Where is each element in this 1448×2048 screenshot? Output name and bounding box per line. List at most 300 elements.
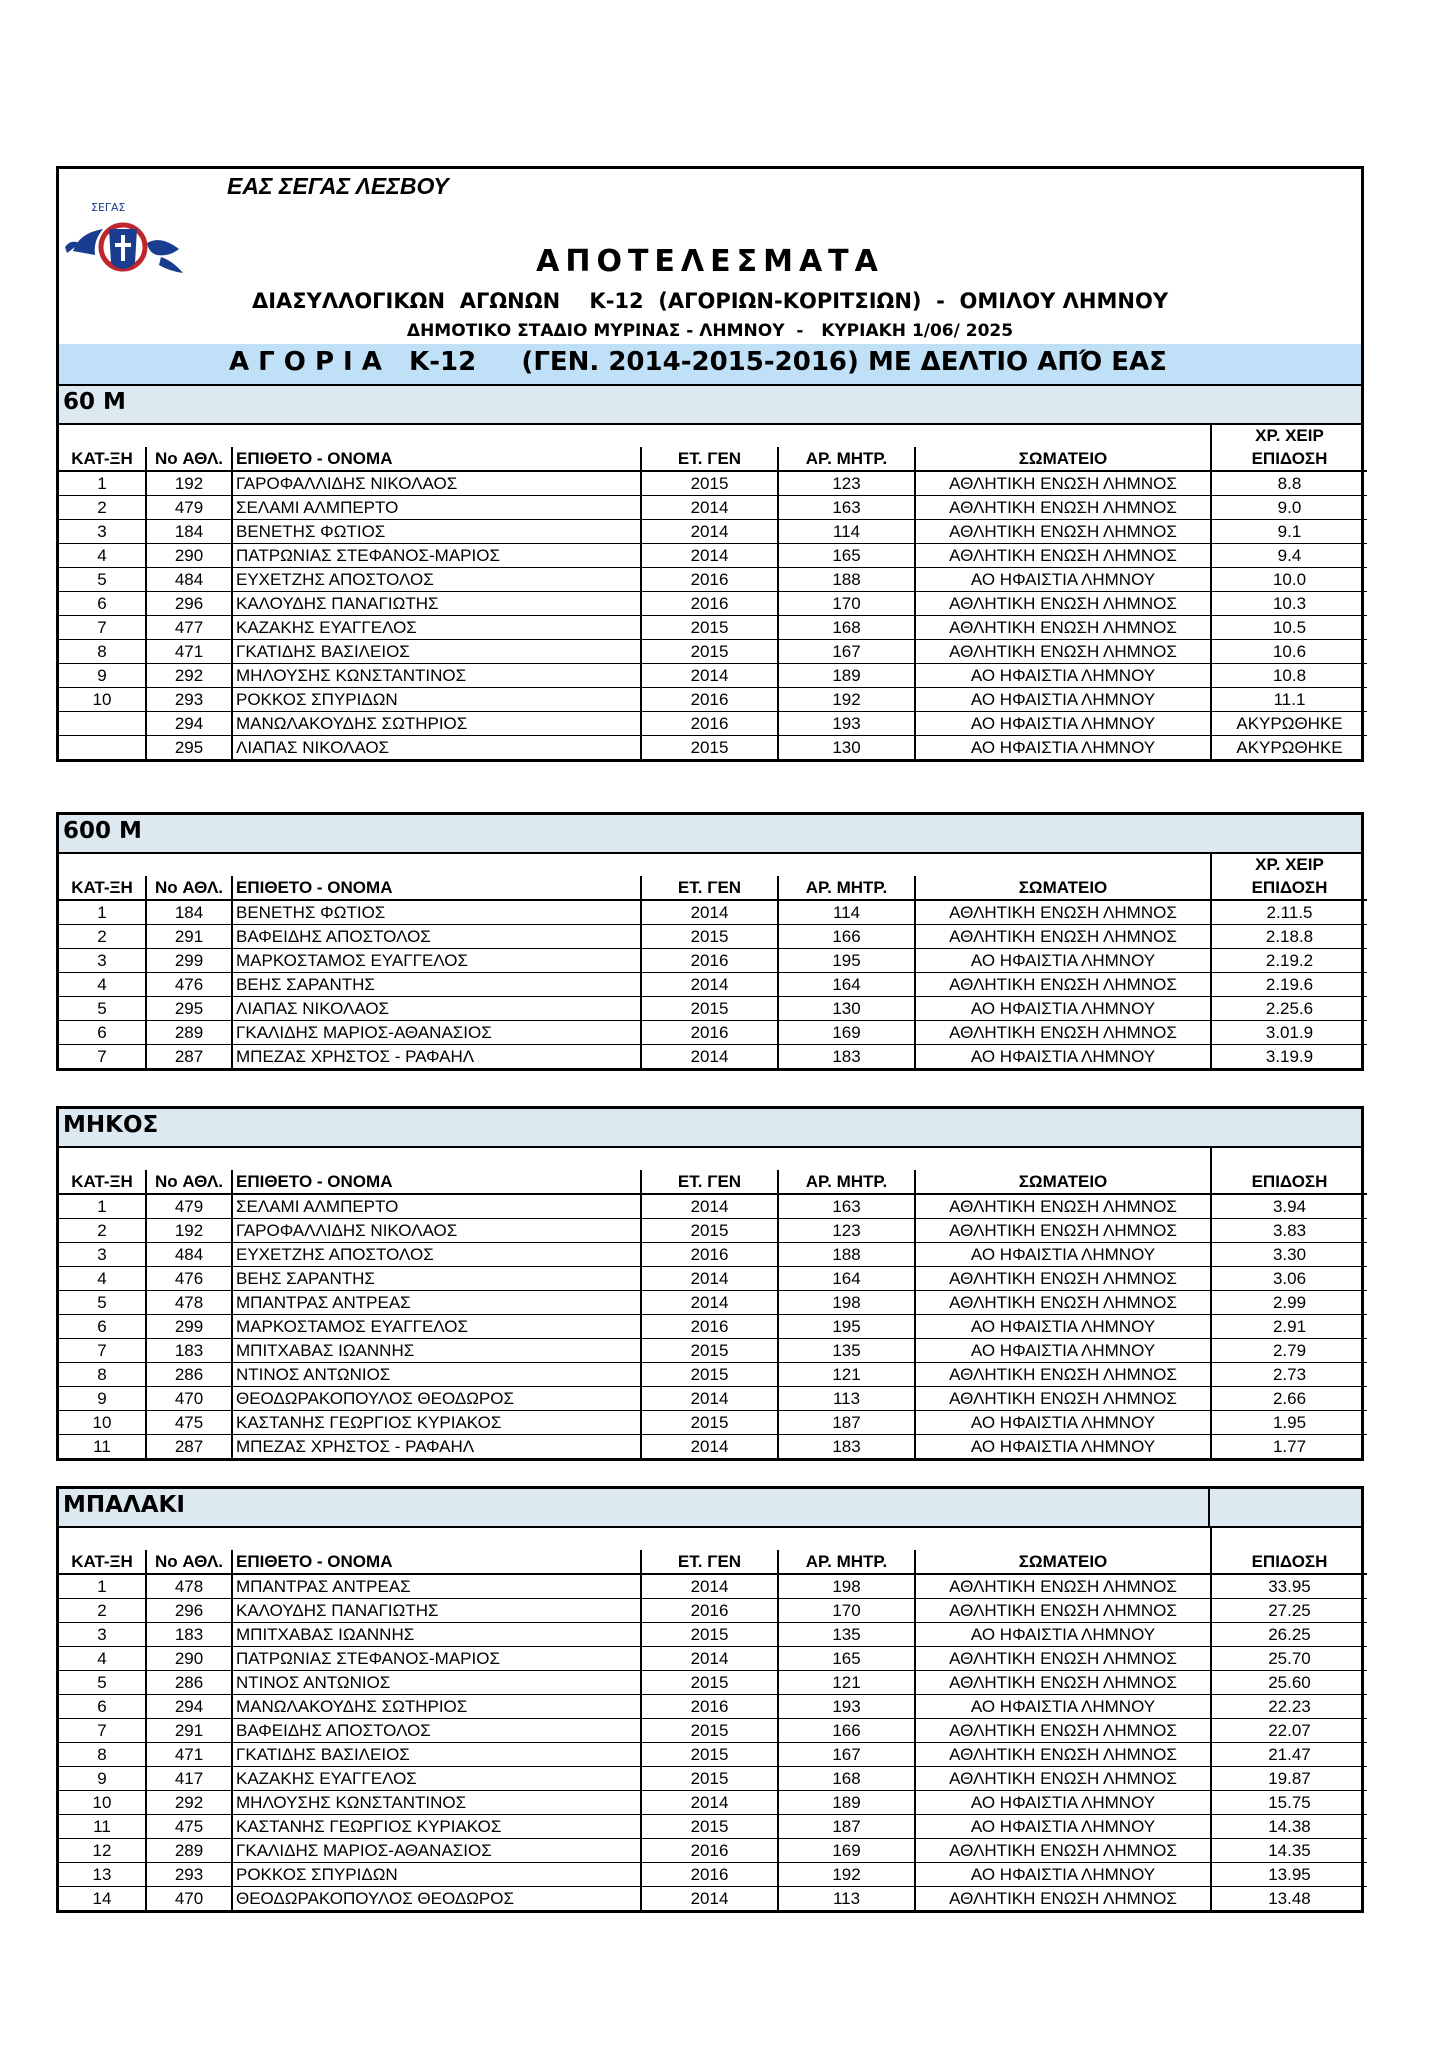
cell-bib: 476 (146, 1267, 232, 1291)
cell-reg: 169 (778, 1839, 915, 1863)
cell-bib: 417 (146, 1767, 232, 1791)
column-header-reg: ΑΡ. ΜΗΤΡ. (778, 447, 915, 471)
results-table (59, 1528, 1367, 1910)
cell-club: ΑΘΛΗΤΙΚΗ ΕΝΩΣΗ ΛΗΜΝΟΣ (915, 544, 1211, 568)
cell-result: 13.48 (1211, 1887, 1367, 1911)
cell-bib: 477 (146, 616, 232, 640)
cell-reg: 167 (778, 1743, 915, 1767)
cell-bib: 293 (146, 688, 232, 712)
cell-club: ΑΘΛΗΤΙΚΗ ΕΝΩΣΗ ΛΗΜΝΟΣ (915, 1387, 1211, 1411)
column-divider (1208, 1489, 1210, 1526)
column-header-year: ΕΤ. ΓΕΝ (641, 1550, 778, 1574)
column-header-row (59, 876, 1367, 900)
cell-rank: 9 (59, 664, 146, 688)
cell-reg: 166 (778, 1719, 915, 1743)
table-row (59, 997, 1367, 1021)
cell-club: ΑΘΛΗΤΙΚΗ ΕΝΩΣΗ ΛΗΜΝΟΣ (915, 1194, 1211, 1219)
cell-club: ΑΘΛΗΤΙΚΗ ΕΝΩΣΗ ΛΗΜΝΟΣ (915, 1887, 1211, 1911)
event-name: ΜΠΑΛΑΚΙ (63, 1492, 185, 1518)
column-header-bib: No ΑΘΛ. (146, 447, 232, 471)
cell-result: 2.18.8 (1211, 925, 1367, 949)
cell-name: ΜΗΛΟΥΣΗΣ ΚΩΝΣΤΑΝΤΙΝΟΣ (232, 664, 641, 688)
cell-year: 2014 (641, 1387, 778, 1411)
cell-club: ΑΟ ΗΦΑΙΣΤΙΑ ΛΗΜΝΟΥ (915, 1411, 1211, 1435)
table-row (59, 1291, 1367, 1315)
cell-reg: 192 (778, 688, 915, 712)
cell-reg: 168 (778, 616, 915, 640)
cell-result: 3.83 (1211, 1219, 1367, 1243)
cell-name: ΒΑΦΕΙΔΗΣ ΑΠΟΣΤΟΛΟΣ (232, 925, 641, 949)
cell-reg: 164 (778, 973, 915, 997)
cell-year: 2016 (641, 949, 778, 973)
cell-rank: 7 (59, 616, 146, 640)
column-header-bib: No ΑΘΛ. (146, 1170, 232, 1194)
cell-club: ΑΘΛΗΤΙΚΗ ΕΝΩΣΗ ΛΗΜΝΟΣ (915, 520, 1211, 544)
table-row (59, 471, 1367, 496)
table-row (59, 712, 1367, 736)
cell-result: 27.25 (1211, 1599, 1367, 1623)
cell-rank: 4 (59, 1647, 146, 1671)
table-row (59, 664, 1367, 688)
cell-result: 2.73 (1211, 1363, 1367, 1387)
cell-bib: 286 (146, 1671, 232, 1695)
cell-name: ΝΤΙΝΟΣ ΑΝΤΩΝΙΟΣ (232, 1363, 641, 1387)
table-row (59, 544, 1367, 568)
cell-result: 3.01.9 (1211, 1021, 1367, 1045)
cell-year: 2015 (641, 1815, 778, 1839)
cell-club: ΑΘΛΗΤΙΚΗ ΕΝΩΣΗ ΛΗΜΝΟΣ (915, 1839, 1211, 1863)
column-header-club: ΣΩΜΑΤΕΙΟ (915, 1170, 1211, 1194)
cell-name: ΜΑΡΚΟΣΤΑΜΟΣ ΕΥΑΓΓΕΛΟΣ (232, 1315, 641, 1339)
table-row (59, 925, 1367, 949)
table-row (59, 1815, 1367, 1839)
cell-club: ΑΟ ΗΦΑΙΣΤΙΑ ΛΗΜΝΟΥ (915, 1045, 1211, 1069)
cell-year: 2016 (641, 1863, 778, 1887)
cell-rank: 8 (59, 1743, 146, 1767)
cell-year: 2014 (641, 1791, 778, 1815)
cell-rank: 8 (59, 640, 146, 664)
cell-rank: 6 (59, 1315, 146, 1339)
cell-name: ΡΟΚΚΟΣ ΣΠΥΡΙΔΩΝ (232, 688, 641, 712)
cell-club: ΑΘΛΗΤΙΚΗ ΕΝΩΣΗ ΛΗΜΝΟΣ (915, 1719, 1211, 1743)
cell-rank: 9 (59, 1387, 146, 1411)
cell-rank: 3 (59, 1623, 146, 1647)
column-header-result: ΕΠΙΔΟΣΗ (1211, 447, 1367, 471)
cell-result: 3.94 (1211, 1194, 1367, 1219)
pre-header-row (59, 854, 1367, 876)
cell-reg: 192 (778, 1863, 915, 1887)
cell-bib: 471 (146, 1743, 232, 1767)
cell-name: ΓΑΡΟΦΑΛΛΙΔΗΣ ΝΙΚΟΛΑΟΣ (232, 1219, 641, 1243)
cell-reg: 121 (778, 1671, 915, 1695)
table-row (59, 1339, 1367, 1363)
cell-result: 3.30 (1211, 1243, 1367, 1267)
cell-reg: 193 (778, 1695, 915, 1719)
cell-club: ΑΟ ΗΦΑΙΣΤΙΑ ΛΗΜΝΟΥ (915, 1791, 1211, 1815)
table-row (59, 1435, 1367, 1459)
cell-reg: 170 (778, 1599, 915, 1623)
cell-rank: 14 (92, 1888, 112, 1908)
cell-club: ΑΘΛΗΤΙΚΗ ΕΝΩΣΗ ΛΗΜΝΟΣ (915, 1574, 1211, 1599)
cell-year: 2016 (641, 1315, 778, 1339)
cell-result: 10.6 (1211, 640, 1367, 664)
cell-bib: 299 (146, 1315, 232, 1339)
cell-rank: 5 (59, 568, 146, 592)
cell-club: ΑΟ ΗΦΑΙΣΤΙΑ ΛΗΜΝΟΥ (915, 1815, 1211, 1839)
cell-year: 2014 (641, 1574, 778, 1599)
cell-reg: 114 (778, 520, 915, 544)
cell-name: ΘΕΟΔΩΡΑΚΟΠΟΥΛΟΣ ΘΕΟΔΩΡΟΣ (232, 1887, 641, 1911)
cell-rank: 2 (59, 1219, 146, 1243)
cell-club: ΑΟ ΗΦΑΙΣΤΙΑ ΛΗΜΝΟΥ (915, 664, 1211, 688)
cell-bib: 470 (146, 1387, 232, 1411)
cell-rank: 1 (59, 900, 146, 925)
column-header-bib: No ΑΘΛ. (146, 876, 232, 900)
cell-name: ΚΑΛΟΥΔΗΣ ΠΑΝΑΓΙΩΤΗΣ (232, 1599, 641, 1623)
cell-bib: 295 (146, 736, 232, 760)
cell-reg: 163 (778, 1194, 915, 1219)
cell-year: 2014 (641, 520, 778, 544)
cell-year: 2016 (641, 712, 778, 736)
cell-rank: 11 (93, 1436, 111, 1456)
cell-club: ΑΟ ΗΦΑΙΣΤΙΑ ΛΗΜΝΟΥ (915, 1435, 1211, 1459)
cell-year: 2014 (641, 1194, 778, 1219)
organization-name: ΕΑΣ ΣΕΓΑΣ ΛΕΣΒΟΥ (227, 173, 449, 199)
cell-club: ΑΟ ΗΦΑΙΣΤΙΑ ΛΗΜΝΟΥ (915, 1315, 1211, 1339)
cell-year: 2016 (641, 1839, 778, 1863)
table-row (59, 1647, 1367, 1671)
cell-result: 9.1 (1211, 520, 1367, 544)
cell-rank: 2 (59, 496, 146, 520)
cell-reg: 187 (778, 1815, 915, 1839)
event-title-band (59, 1489, 1361, 1528)
cell-club: ΑΘΛΗΤΙΚΗ ΕΝΩΣΗ ΛΗΜΝΟΣ (915, 925, 1211, 949)
cell-name: ΛΙΑΠΑΣ ΝΙΚΟΛΑΟΣ (232, 736, 641, 760)
cell-club: ΑΘΛΗΤΙΚΗ ΕΝΩΣΗ ΛΗΜΝΟΣ (915, 1291, 1211, 1315)
cell-bib: 295 (146, 997, 232, 1021)
cell-reg: 135 (778, 1339, 915, 1363)
column-header-result: ΕΠΙΔΟΣΗ (1211, 1550, 1367, 1574)
cell-result: 10.8 (1211, 664, 1367, 688)
cell-result: 2.19.2 (1211, 949, 1367, 973)
cell-bib: 478 (146, 1291, 232, 1315)
category-title: Α Γ Ο Ρ Ι Α Κ-12 (ΓΕΝ. 2014-2015-2016) ΜΕ ΔΕΛΤΙΟ ΑΠΌ ΕΑΣ (229, 347, 1167, 377)
cell-rank: 1 (59, 471, 146, 496)
cell-year: 2015 (641, 736, 778, 760)
cell-reg: 166 (778, 925, 915, 949)
cell-bib: 475 (146, 1815, 232, 1839)
cell-bib: 470 (146, 1887, 232, 1911)
table-row (59, 949, 1367, 973)
event-title-band (59, 1109, 1361, 1148)
cell-reg: 123 (778, 1219, 915, 1243)
results-table (59, 1148, 1367, 1458)
cell-club: ΑΟ ΗΦΑΙΣΤΙΑ ΛΗΜΝΟΥ (915, 1243, 1211, 1267)
cell-name: ΜΑΡΚΟΣΤΑΜΟΣ ΕΥΑΓΓΕΛΟΣ (232, 949, 641, 973)
cell-bib: 287 (146, 1045, 232, 1069)
cell-name: ΓΚΑΛΙΔΗΣ ΜΑΡΙΟΣ-ΑΘΑΝΑΣΙΟΣ (232, 1839, 641, 1863)
cell-result: 11.1 (1211, 688, 1367, 712)
table-row (59, 1695, 1367, 1719)
cell-bib: 471 (146, 640, 232, 664)
cell-name: ΓΚΑΤΙΔΗΣ ΒΑΣΙΛΕΙΟΣ (232, 640, 641, 664)
cell-name: ΜΠΑΝΤΡΑΣ ΑΝΤΡΕΑΣ (232, 1291, 641, 1315)
cell-rank: 7 (59, 1719, 146, 1743)
cell-rank: 12 (59, 1839, 146, 1863)
table-row (59, 520, 1367, 544)
cell-year: 2015 (641, 1767, 778, 1791)
table-row (59, 688, 1367, 712)
cell-rank: 7 (97, 1046, 107, 1066)
cell-year: 2015 (641, 1363, 778, 1387)
cell-bib: 479 (146, 1194, 232, 1219)
cell-result: 21.47 (1211, 1743, 1367, 1767)
cell-rank: 8 (59, 1363, 146, 1387)
cell-rank: 6 (59, 1695, 146, 1719)
event-name: ΜΗΚΟΣ (63, 1112, 159, 1138)
cell-reg: 165 (778, 1647, 915, 1671)
cell-year: 2014 (641, 496, 778, 520)
table-row (59, 736, 1367, 760)
column-header-club: ΣΩΜΑΤΕΙΟ (915, 447, 1211, 471)
column-header-club: ΣΩΜΑΤΕΙΟ (915, 1550, 1211, 1574)
cell-name: ΛΙΑΠΑΣ ΝΙΚΟΛΑΟΣ (232, 997, 641, 1021)
table-row (59, 1623, 1367, 1647)
cell-year: 2014 (641, 1887, 778, 1911)
table-row (59, 640, 1367, 664)
cell-year: 2016 (641, 1599, 778, 1623)
cell-reg: 188 (778, 1243, 915, 1267)
cell-year: 2015 (641, 1743, 778, 1767)
event-section (56, 1106, 1364, 1461)
cell-bib: 289 (146, 1839, 232, 1863)
table-row (59, 1767, 1367, 1791)
cell-bib: 287 (146, 1435, 232, 1459)
column-header-year: ΕΤ. ΓΕΝ (641, 1170, 778, 1194)
table-row (59, 1411, 1367, 1435)
table-row (59, 1021, 1367, 1045)
event-section (56, 812, 1364, 1071)
cell-name: ΜΑΝΩΛΑΚΟΥΔΗΣ ΣΩΤΗΡΙΟΣ (232, 712, 641, 736)
table-row (59, 616, 1367, 640)
cell-rank: 5 (59, 1671, 146, 1695)
cell-name: ΝΤΙΝΟΣ ΑΝΤΩΝΙΟΣ (232, 1671, 641, 1695)
table-row (59, 1839, 1367, 1863)
cell-rank (59, 736, 146, 760)
cell-result: 1.77 (1211, 1435, 1367, 1459)
cell-rank: 6 (59, 1021, 146, 1045)
cell-club: ΑΘΛΗΤΙΚΗ ΕΝΩΣΗ ΛΗΜΝΟΣ (915, 1647, 1211, 1671)
cell-rank: 3 (59, 1243, 146, 1267)
hand-timing-label: ΧΡ. ΧΕΙΡ (1211, 425, 1367, 447)
cell-reg: 113 (778, 1887, 915, 1911)
cell-name: ΚΑΣΤΑΝΗΣ ΓΕΩΡΓΙΟΣ ΚΥΡΙΑΚΟΣ (232, 1815, 641, 1839)
cell-club: ΑΘΛΗΤΙΚΗ ΕΝΩΣΗ ΛΗΜΝΟΣ (915, 1267, 1211, 1291)
column-header-reg: ΑΡ. ΜΗΤΡ. (778, 876, 915, 900)
cell-result: 25.70 (1211, 1647, 1367, 1671)
cell-club: ΑΘΛΗΤΙΚΗ ΕΝΩΣΗ ΛΗΜΝΟΣ (915, 1219, 1211, 1243)
cell-bib: 475 (146, 1411, 232, 1435)
cell-club: ΑΘΛΗΤΙΚΗ ΕΝΩΣΗ ΛΗΜΝΟΣ (915, 1767, 1211, 1791)
cell-rank: 10 (59, 1791, 146, 1815)
cell-bib: 296 (146, 1599, 232, 1623)
cell-rank: 13 (59, 1863, 146, 1887)
cell-result: 15.75 (1211, 1791, 1367, 1815)
cell-bib: 293 (146, 1863, 232, 1887)
table-row (59, 568, 1367, 592)
cell-result: 2.91 (1211, 1315, 1367, 1339)
cell-reg: 198 (778, 1574, 915, 1599)
cell-name: ΒΕΗΣ ΣΑΡΑΝΤΗΣ (232, 973, 641, 997)
cell-club: ΑΘΛΗΤΙΚΗ ΕΝΩΣΗ ΛΗΜΝΟΣ (915, 900, 1211, 925)
column-header-name: ΕΠΙΘΕΤΟ - ΟΝΟΜΑ (232, 1550, 641, 1574)
hand-timing-label: ΧΡ. ΧΕΙΡ (1211, 854, 1367, 876)
cell-rank: 11 (59, 1815, 146, 1839)
cell-result: ΑΚΥΡΩΘΗΚΕ (1211, 736, 1367, 760)
cell-year: 2015 (641, 640, 778, 664)
cell-bib: 290 (146, 1647, 232, 1671)
column-header-rank: ΚΑΤ-ΞΗ (59, 447, 146, 471)
cell-year: 2015 (641, 1219, 778, 1243)
cell-reg: 195 (778, 1315, 915, 1339)
pre-header-row (59, 1528, 1367, 1550)
cell-rank (59, 712, 146, 736)
cell-result: 9.0 (1211, 496, 1367, 520)
cell-club: ΑΟ ΗΦΑΙΣΤΙΑ ΛΗΜΝΟΥ (915, 1863, 1211, 1887)
table-row (59, 1194, 1367, 1219)
cell-reg: 170 (778, 592, 915, 616)
column-header-rank: ΚΑΤ-ΞΗ (59, 1170, 146, 1194)
cell-year: 2015 (641, 1411, 778, 1435)
cell-result: 8.8 (1211, 471, 1367, 496)
cell-year: 2014 (641, 544, 778, 568)
cell-rank: 1 (59, 1574, 146, 1599)
column-header-row (59, 1550, 1367, 1574)
cell-year: 2015 (641, 616, 778, 640)
cell-year: 2016 (641, 688, 778, 712)
cell-reg: 123 (778, 471, 915, 496)
table-row (59, 592, 1367, 616)
cell-bib: 183 (146, 1339, 232, 1363)
cell-result: 10.5 (1211, 616, 1367, 640)
cell-club: ΑΟ ΗΦΑΙΣΤΙΑ ΛΗΜΝΟΥ (915, 1623, 1211, 1647)
cell-rank: 5 (59, 1291, 146, 1315)
cell-reg: 163 (778, 496, 915, 520)
cell-year: 2015 (641, 925, 778, 949)
cell-name: ΚΑΖΑΚΗΣ ΕΥΑΓΓΕΛΟΣ (232, 1767, 641, 1791)
document-title: ΑΠΟΤΕΛΕΣΜΑΤΑ (536, 244, 884, 279)
table-row (59, 1045, 1367, 1069)
cell-reg: 130 (778, 736, 915, 760)
table-row (59, 1315, 1367, 1339)
cell-bib: 290 (146, 544, 232, 568)
cell-rank: 2 (59, 925, 146, 949)
cell-bib: 192 (146, 471, 232, 496)
cell-year: 2016 (641, 568, 778, 592)
cell-result: 2.19.6 (1211, 973, 1367, 997)
cell-name: ΣΕΛΑΜΙ ΑΛΜΠΕΡΤΟ (232, 1194, 641, 1219)
cell-year: 2015 (641, 997, 778, 1021)
cell-year: 2014 (641, 1435, 778, 1459)
results-table (59, 854, 1367, 1068)
table-row (59, 973, 1367, 997)
cell-bib: 476 (146, 973, 232, 997)
cell-result: 3.19.9 (1211, 1045, 1367, 1069)
cell-result: 9.4 (1211, 544, 1367, 568)
cell-reg: 195 (778, 949, 915, 973)
cell-bib: 184 (146, 900, 232, 925)
cell-name: ΜΠΙΤΧΑΒΑΣ ΙΩΑΝΝΗΣ (232, 1339, 641, 1363)
cell-year: 2015 (641, 1719, 778, 1743)
column-header-reg: ΑΡ. ΜΗΤΡ. (778, 1170, 915, 1194)
cell-result: 13.95 (1211, 1863, 1367, 1887)
cell-bib: 291 (146, 1719, 232, 1743)
cell-result: 22.23 (1211, 1695, 1367, 1719)
cell-club: ΑΟ ΗΦΑΙΣΤΙΑ ΛΗΜΝΟΥ (915, 688, 1211, 712)
cell-rank: 7 (59, 1339, 146, 1363)
cell-rank: 1 (59, 1194, 146, 1219)
cell-reg: 114 (778, 900, 915, 925)
table-row (59, 1863, 1367, 1887)
svg-text:ΣΕΓΑΣ: ΣΕΓΑΣ (91, 201, 126, 214)
cell-name: ΓΑΡΟΦΑΛΛΙΔΗΣ ΝΙΚΟΛΑΟΣ (232, 471, 641, 496)
cell-name: ΜΑΝΩΛΑΚΟΥΔΗΣ ΣΩΤΗΡΙΟΣ (232, 1695, 641, 1719)
table-row (59, 1219, 1367, 1243)
cell-year: 2014 (641, 900, 778, 925)
cell-reg: 189 (778, 1791, 915, 1815)
cell-bib: 479 (146, 496, 232, 520)
cell-club: ΑΘΛΗΤΙΚΗ ΕΝΩΣΗ ΛΗΜΝΟΣ (915, 496, 1211, 520)
event-title-band (59, 815, 1361, 854)
cell-club: ΑΘΛΗΤΙΚΗ ΕΝΩΣΗ ΛΗΜΝΟΣ (915, 1021, 1211, 1045)
cell-name: ΡΟΚΚΟΣ ΣΠΥΡΙΔΩΝ (232, 1863, 641, 1887)
cell-reg: 113 (778, 1387, 915, 1411)
cell-bib: 184 (146, 520, 232, 544)
cell-year: 2016 (641, 1695, 778, 1719)
cell-year: 2015 (641, 1339, 778, 1363)
cell-name: ΠΑΤΡΩΝΙΑΣ ΣΤΕΦΑΝΟΣ-ΜΑΡΙΟΣ (232, 1647, 641, 1671)
cell-club: ΑΘΛΗΤΙΚΗ ΕΝΩΣΗ ΛΗΜΝΟΣ (915, 1671, 1211, 1695)
cell-club: ΑΘΛΗΤΙΚΗ ΕΝΩΣΗ ΛΗΜΝΟΣ (915, 1599, 1211, 1623)
cell-reg: 188 (778, 568, 915, 592)
table-row (59, 1887, 1367, 1911)
column-header-rank: ΚΑΤ-ΞΗ (59, 1550, 146, 1574)
cell-name: ΓΚΑΤΙΔΗΣ ΒΑΣΙΛΕΙΟΣ (232, 1743, 641, 1767)
cell-result: 14.38 (1211, 1815, 1367, 1839)
cell-bib: 286 (146, 1363, 232, 1387)
column-header-row (59, 447, 1367, 471)
cell-name: ΓΚΑΛΙΔΗΣ ΜΑΡΙΟΣ-ΑΘΑΝΑΣΙΟΣ (232, 1021, 641, 1045)
cell-bib: 291 (146, 925, 232, 949)
competition-subtitle: ΔΙΑΣΥΛΛΟΓΙΚΩΝ ΑΓΩΝΩΝ Κ-12 (ΑΓΟΡΙΩΝ-ΚΟΡΙΤΣΙΩΝ) - ΟΜΙΛΟΥ ΛΗΜΝΟΥ (251, 289, 1169, 313)
cell-result: 26.25 (1211, 1623, 1367, 1647)
column-header-club: ΣΩΜΑΤΕΙΟ (915, 876, 1211, 900)
table-row (59, 1791, 1367, 1815)
cell-name: ΠΑΤΡΩΝΙΑΣ ΣΤΕΦΑΝΟΣ-ΜΑΡΙΟΣ (232, 544, 641, 568)
cell-rank: 9 (59, 1767, 146, 1791)
cell-result: 10.3 (1211, 592, 1367, 616)
cell-rank: 3 (59, 949, 146, 973)
cell-name: ΜΗΛΟΥΣΗΣ ΚΩΝΣΤΑΝΤΙΝΟΣ (232, 1791, 641, 1815)
cell-year: 2014 (641, 1045, 778, 1069)
cell-year: 2016 (641, 1243, 778, 1267)
cell-bib: 183 (146, 1623, 232, 1647)
pre-header-row (59, 1148, 1367, 1170)
cell-year: 2016 (641, 592, 778, 616)
cell-result: 22.07 (1211, 1719, 1367, 1743)
cell-bib: 289 (146, 1021, 232, 1045)
cell-reg: 183 (778, 1045, 915, 1069)
